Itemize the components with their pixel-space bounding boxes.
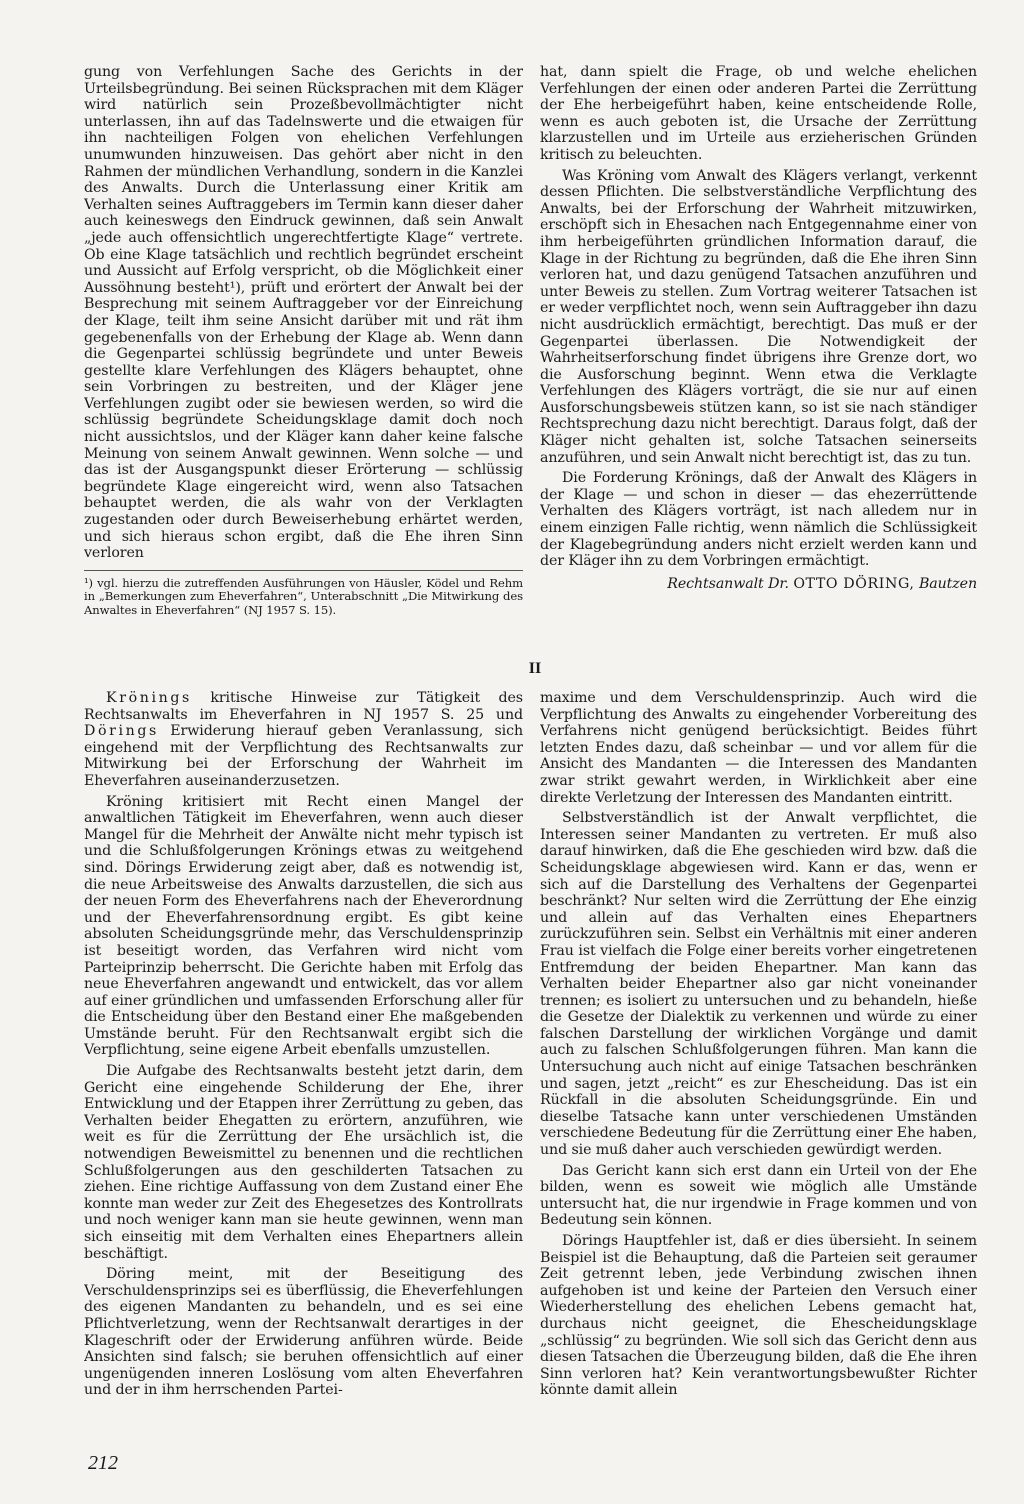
paragraph: hat, dann spielt die Frage, ob und welche ehelichen Verfehlungen der einen oder anderen Partei die Zerrüttung der Ehe herbeigeführt haben, keine entscheidende Rolle, wenn es auch geboten ist, die Ursache der Zerrüttung klarzustellen und im Urteile aus erzieherischen Gründen kritisch zu beleuchten.	[540, 64, 977, 163]
footnote: ¹) vgl. hierzu die zutreffenden Ausführungen von Häusler, Ködel und Rehm in „Bemerkungen zum Eheverfahren“, Unterabschnitt „Die Mitwirkung des Anwaltes in Eheverfahren“ (NJ 1957 S. 15).	[84, 570, 523, 617]
column-left-top	[84, 64, 523, 654]
paragraph: Döring meint, mit der Beseitigung des Verschuldensprinzips sei es überflüssig, die Eheverfehlungen des eigenen Mandanten zu behandeln, und es sei eine Pflichtverletzung, wenn der Rechtsanwalt derartiges in der Klageschrift oder der Erwiderung anführen würde. Beide Ansichten sind falsch; sie beruhen offensichtlich auf einer ungenügenden inneren Loslösung vom alten Eheverfahren und der in ihm herrschenden Partei-	[84, 1266, 523, 1399]
paragraph: Dörings Hauptfehler ist, daß er dies übersieht. In seinem Beispiel ist die Behauptung, daß die Parteien seit geraumer Zeit getrennt leben, jede Verbindung zwischen ihnen aufgehoben ist und keine der Parteien den Versuch einer Wiederherstellung des ehelichen Lebens gemacht hat, durchaus nicht geeignet, die Ehescheidungsklage „schlüssig“ zu begründen. Wie soll sich das Gericht denn aus diesen Tatsachen die Überzeugung bilden, daß die Ehe ihren Sinn verloren hat? Kein verantwortungsbewußter Richter könnte damit allein	[540, 1233, 977, 1399]
page-number: 212	[88, 1452, 118, 1474]
paragraph-text: kritische Hinweise zur Tätigkeit des Rechtsanwalts im Eheverfahren in NJ 1957 S. 25 und	[84, 690, 523, 723]
paragraph: Was Kröning vom Anwalt des Klägers verlangt, verkennt dessen Pflichten. Die selbstverständliche Verpflichtung des Anwalts, bei der Erforschung der Wahrheit mitzuwirken, erschöpft sich in Ehesachen nach Entgegennahme einer von ihm herbeigeführten gründlichen Information darauf, die Klage in der Richtung zu begründen, daß die Ehe ihren Sinn verloren hat, und dazu genügend Tatsachen anzuführen und unter Beweis zu stellen. Zum Vortrag weiterer Tatsachen ist er weder verpflichtet noch, wenn sein Auftraggeber ihn dazu nicht ausdrücklich ermächtigt, berechtigt. Das muß er der Gegenpartei überlassen. Die Notwendigkeit der Wahrheitserforschung findet übrigens ihre Grenze dort, wo die Ausforschung beginnt. Wenn etwa die Verklagte Verfehlungen des Klägers vorträgt, die sie nur auf einen Ausforschungsbeweis stützen kann, so ist sie nach ständiger Rechtsprechung dazu nicht berechtigt. Daraus folgt, daß der Kläger nicht gehalten ist, solche Tatsachen seinerseits anzuführen, und sein Anwalt nicht berechtigt ist, das zu tun.	[540, 167, 977, 466]
author-name-spaced: Krönings	[106, 690, 192, 706]
paragraph: maxime und dem Verschuldensprinzip. Auch wird die Verpflichtung des Anwalts zu eingehender Vorbereitung des Verfahrens nicht genügend berücksichtigt. Beides führt letzten Endes dazu, daß scheinbar — und vor allem für die Ansicht des Mandanten — die Interessen des Mandanten zwar strikt gewahrt werden, in Wirklichkeit aber eine direkte Verletzung der Interessen des Mandanten eintritt.	[540, 690, 977, 806]
paragraph: Kröning kritisiert mit Recht einen Mangel der anwaltlichen Tätigkeit im Eheverfahren, wenn auch dieser Mangel für die Mehrheit der Anwälte nicht mehr typisch ist und die Schlußfolgerungen Krönings etwas zu weitgehend sind. Dörings Erwiderung zeigt aber, daß es notwendig ist, die neue Arbeitsweise des Anwalts darzustellen, die sich aus der neuen Form des Eheverfahrens nach der Eheverordnung und der Eheverfahrensordnung ergibt. Es gibt keine absoluten Scheidungsgründe mehr, das Verschuldensprinzip ist beseitigt worden, das Verfahren wird nicht vom Parteiprinzip beherrscht. Die Gerichte haben mit Erfolg das neue Eheverfahren angewandt und entwickelt, das vor allem auf einer gründlichen und umfassenden Erforschung aller für die Entscheidung über den Bestand einer Ehe maßgebenden Umstände beruht. Für den Rechtsanwalt ergibt sich die Verpflichtung, seine eigene Arbeit ebenfalls umzustellen.	[84, 793, 523, 1059]
paragraph-text: Erwiderung hierauf geben Veranlassung, sich eingehend mit der Verpflichtung des Rechtsanwalts zur Mitwirkung bei der Erforschung der Wahrheit im Eheverfahren auseinanderzusetzen.	[84, 723, 523, 789]
author-name-spaced: Dörings	[84, 723, 159, 740]
author-place: Bautzen	[918, 575, 977, 592]
column-right-top	[540, 64, 977, 654]
paragraph: gung von Verfehlungen Sache des Gerichts in der Urteilsbegründung. Bei seinen Rücksprachen mit dem Kläger wird natürlich sein Prozeßbevollmächtigter nicht unterlassen, ihn auf das Tadelnswerte und die etwaigen für ihn nachteiligen Folgen von ehelichen Verfehlungen unumwunden hinzuweisen. Das gehört aber nicht in den Rahmen der mündlichen Verhandlung, sondern in die Kanzlei des Anwalts. Durch die Unterlassung einer Kritik am Verhalten seines Auftraggebers im Termin kann dieser daher auch keineswegs den Eindruck gewinnen, daß sein Anwalt „jede auch offensichtlich ungerechtfertigte Klage“ vertrete. Ob eine Klage tatsächlich und rechtlich begründet erscheint und Aussicht auf Erfolg verspricht, ob die Möglichkeit einer Aussöhnung besteht¹), prüft und erörtert der Anwalt bei der Besprechung mit seinem Auftraggeber vor der Einreichung der Klage, teilt ihm seine Ansicht darüber mit und rät ihm gegebenenfalls von der Erhebung der Klage ab. Wenn dann die Gegenpartei schlüssig begründete und unter Beweis gestellte klare Verfehlungen des Klägers behauptet, ohne sein Vorbringen zu bestreiten, und der Kläger jene Verfehlungen zugibt oder sie bewiesen werden, so wird die schlüssig begründete Scheidungsklage damit doch noch nicht aussichtslos, und der Kläger kann daher keine falsche Meinung von seinem Anwalt gewinnen. Wenn solche — und das ist der Ausgangspunkt dieser Erörterung — schlüssig begründete Klage eingereicht wird, wenn also Tatsachen behauptet werden, die als wahr von der Verklagten zugestanden oder durch Beweiserhebung erhärtet werden, und sich hieraus schon ergibt, daß die Ehe ihren Sinn verloren	[84, 64, 523, 562]
section-heading: II	[528, 660, 542, 677]
column-right-bottom	[540, 690, 977, 1442]
column-left-bottom	[84, 690, 523, 1442]
paragraph: Das Gericht kann sich erst dann ein Urteil von der Ehe bilden, wenn es soweit wie möglich alle Umstände untersucht hat, die nur irgendwie in Frage kommen und von Bedeutung sein können.	[540, 1162, 977, 1229]
paragraph: Die Aufgabe des Rechtsanwalts besteht jetzt darin, dem Gericht eine eingehende Schilderung der Ehe, ihrer Entwicklung und der Etappen ihrer Zerrüttung zu geben, das Verhalten beider Ehegatten zu erörtern, anzuführen, wie weit es für die Zerrüttung der Ehe ursächlich ist, die notwendigen Beweismittel zu benennen und die rechtlichen Schlußfolgerungen aus den geschilderten Tatsachen zu ziehen. Eine richtige Auffassung von dem Zustand einer Ehe konnte man weder zur Zeit des Ehegesetzes des Kontrollrats und noch weniger kann man sie heute gewinnen, wenn man sich einseitig mit dem Verhalten eines Ehepartners allein beschäftigt.	[84, 1063, 523, 1262]
paragraph: Die Forderung Krönings, daß der Anwalt des Klägers in der Klage — und schon in dieser — das ehezerrüttende Verhalten des Klägers vorträgt, ist nach alledem nur in einem einzigen Falle richtig, wenn nämlich die Schlüssigkeit der Klagebegründung anders nicht erzielt werden kann und der Kläger ihn zu dem Vorbringen ermächtigt.	[540, 470, 977, 570]
author-name: OTTO DÖRING,	[793, 575, 915, 592]
paragraph	[84, 690, 523, 790]
author-title: Rechtsanwalt Dr.	[667, 575, 789, 592]
author-signature	[540, 576, 977, 593]
paragraph: Selbstverständlich ist der Anwalt verpflichtet, die Interessen seiner Mandanten zu vertreten. Er muß also darauf hinwirken, daß die Ehe geschieden wird bzw. daß die Scheidungsklage abgewiesen wird. Kann er das, wenn er sich auf die Darstellung des Verhaltens der Gegenpartei beschränkt? Nur selten wird die Zerrüttung der Ehe einzig und allein auf das Verhalten eines Ehepartners zurückzuführen sein. Selbst ein Verhältnis mit einer anderen Frau ist vielfach die Folge einer bereits vorher eingetretenen Entfremdung der beiden Ehepartner. Man kann das Verhalten beider Ehepartner also gar nicht voneinander trennen; es isoliert zu untersuchen und zu behandeln, hieße die Gesetze der Dialektik zu verkennen und würde zu einer falschen Darstellung der wirklichen Vorgänge und damit auch zu falschen Schlußfolgerungen führen. Man kann die Untersuchung auch nicht auf einige Tatsachen beschränken und sagen, jetzt „reicht“ es zur Ehescheidung. Das ist ein Rückfall in die absoluten Scheidungsgründe. Ein und dieselbe Tatsache kann unter verschiedenen Umständen verschiedene Bedeutung für die Zerrüttung einer Ehe haben, und sie muß daher auch verschieden gewürdigt werden.	[540, 810, 977, 1159]
